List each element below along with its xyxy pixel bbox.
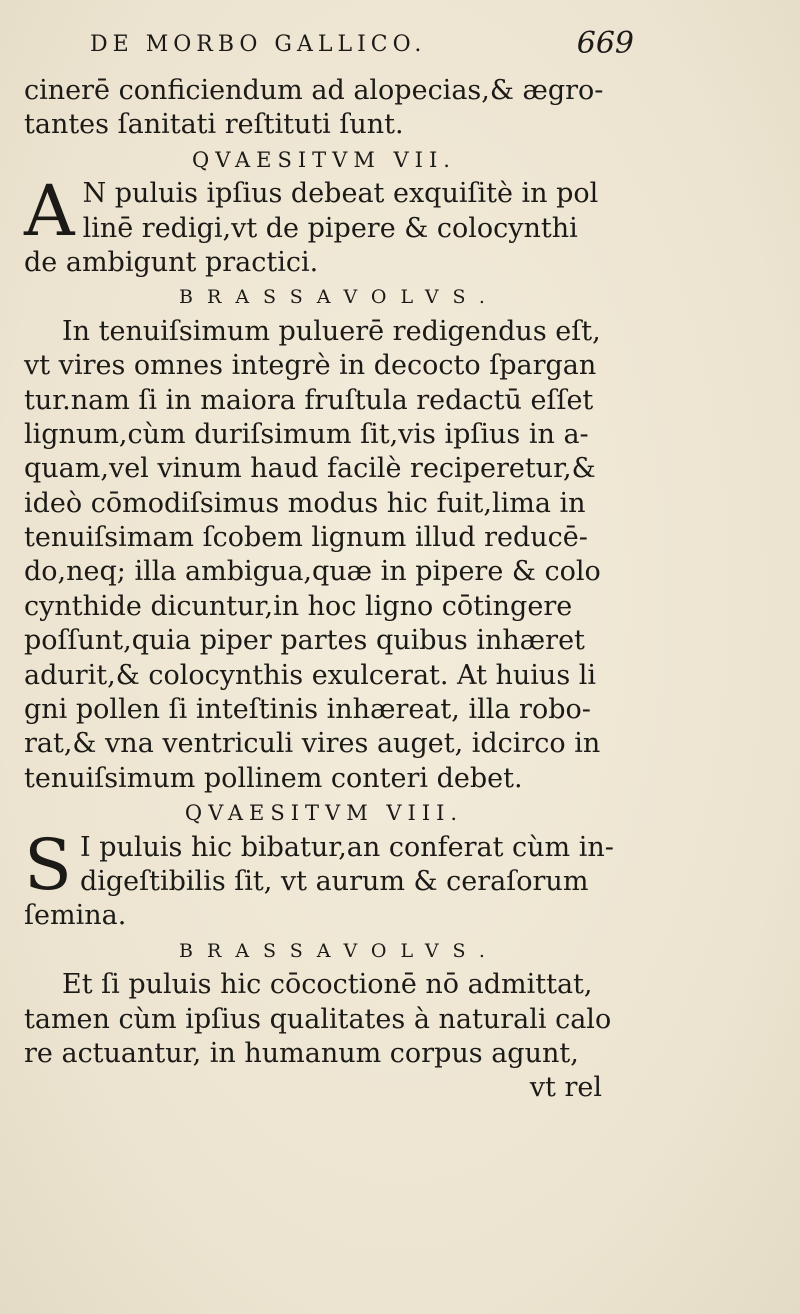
text-line: tamen cùm ipſius qualitates à naturali calo [24, 1003, 612, 1035]
author-heading: BRASSAVOLVS. [179, 286, 499, 309]
text-line: re actuantur, in humanum corpus agunt, [24, 1037, 579, 1069]
running-title: DE MORBO GALLICO. [90, 32, 427, 57]
text-line: tantes ſanitati reſtituti ſunt. [24, 109, 404, 141]
text-line: gni pollen ſi inteſtinis inhæreat, illa robo- [24, 694, 591, 726]
text-line: linē redigi,vt de pipere & colocynthi [82, 212, 578, 244]
paragraph-response-1 [24, 315, 624, 796]
drop-cap-a: A [24, 170, 75, 253]
text-line: poſſunt,quia piper partes quibus inhæret [24, 625, 585, 657]
text-line: cinerē conficiendum ad alopecias,& ægro- [24, 75, 604, 106]
section-heading-viii: QVAESITVM VIII. [184, 801, 464, 826]
page-number: 669 [576, 26, 634, 61]
text-line: tenuiſsimum pollinem conteri debet. [24, 762, 523, 794]
text-line: cynthide dicuntur,in hoc ligno cōtingere [24, 590, 573, 622]
text-line: Et ſi puluis hic cōcoctionē nō admittat, [62, 969, 593, 1001]
drop-cap-s: S [24, 823, 72, 906]
paragraph-question-vii [24, 170, 624, 280]
text-line: I puluis hic bibatur,an conferat cùm in- [79, 831, 614, 863]
page-text [24, 74, 624, 1106]
text-line: de ambigunt practici. [24, 246, 319, 278]
section-heading-vii: QVAESITVM VII. [192, 147, 456, 172]
text-line: ideò cōmodiſsimus modus hic fuit,lima in [24, 487, 586, 519]
paragraph-question-viii [24, 823, 624, 934]
author-heading: BRASSAVOLVS. [179, 939, 499, 962]
text-line: tenuiſsimam ſcobem lignum illud reducē- [24, 522, 588, 554]
text-line: lignum,cùm duriſsimum ſit,vis ipſius in a- [24, 418, 589, 450]
text-line: ſemina. [24, 900, 127, 932]
catchword: vt rel [529, 1072, 602, 1104]
text-line: do,neq; illa ambigua,quæ in pipere & colo [24, 556, 601, 588]
text-line: tur.nam ſi in maiora fruſtula redactū eſſet [24, 384, 594, 416]
text-line: adurit,& colocynthis exulcerat. At huius li [24, 659, 597, 691]
text-line: digeſtibilis ſit, vt aurum & ceraſorum [79, 865, 589, 897]
text-line: quam,vel vinum haud facilè reciperetur,& [24, 453, 596, 485]
text-line: N puluis ipſius debeat exquiſitè in pol [82, 178, 599, 210]
text-line: In tenuiſsimum puluerē redigendus eſt, [62, 315, 601, 347]
text-line: vt vires omnes integrè in decocto ſpargan [24, 350, 597, 382]
paragraph-response-2 [24, 968, 624, 1071]
text-line: rat,& vna ventriculi vires auget, idcirco in [24, 728, 601, 760]
